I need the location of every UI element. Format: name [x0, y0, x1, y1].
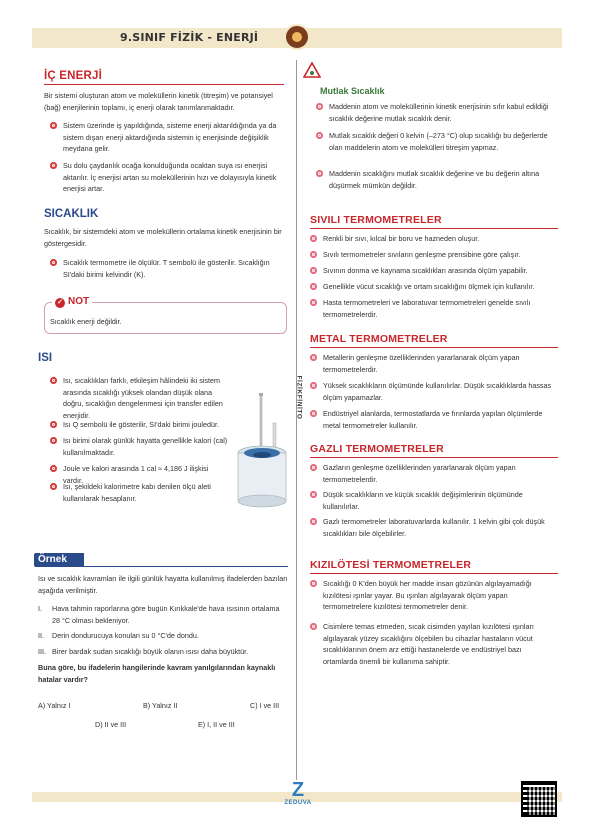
calorimeter-image	[232, 393, 292, 508]
list-item: Endüstriyel alanlarda, termostatlarda ve fırınlarda yapılan ölçümlerde metal termometreler kullanılır.	[310, 408, 556, 431]
section-title-isi: ISI	[38, 352, 53, 364]
example-rule	[84, 566, 288, 567]
section-title-metal: METAL TERMOMETRELER	[310, 333, 448, 345]
list-item: Hasta termometreleri ve laboratuvar termometreleri genelde sıvılı termometrelerdir.	[310, 297, 556, 320]
zeduva-logo-icon: Z	[291, 779, 305, 801]
section-title-kizilotesi: KIZILÖTESİ TERMOMETRELER	[310, 559, 472, 571]
example-item-num: I.	[38, 604, 42, 613]
section-title-ic-enerji: İÇ ENERJİ	[44, 70, 103, 82]
section-underline	[310, 457, 558, 458]
page-header-title: 9.SINIF FİZİK - ENERJİ	[120, 31, 259, 44]
publisher-logo: Z ZEDUVA	[284, 779, 312, 806]
section-title-gazli: GAZLI TERMOMETRELER	[310, 443, 444, 455]
list-item: Gazlı termometreler laboratuvarlarda kullanılır. 1 kelvin gibi çok düşük sıcaklıkları bile ölçebilirler.	[310, 516, 556, 539]
example-intro: Isı ve sıcaklık kavramları ile ilgili günlük hayatta kullanılmış ifadelerden bazıları aşağıda verilmiştir.	[38, 574, 288, 595]
mutlak-title: Mutlak Sıcaklık	[320, 86, 385, 96]
list-item: Sıcaklık termometre ile ölçülür. T sembolü ile gösterilir. Sıcaklığın SI'daki birimi kelvindir (K).	[50, 257, 288, 280]
chapter-badge-icon	[284, 24, 310, 50]
section-underline	[310, 228, 558, 229]
list-item: Sıcaklığı 0 K'den büyük her madde insan gözünün algılayamadığı kızılötesi ışınlar yayar. Bu ışınları algılayarak ölçüm yapan termometrelere kızılötesi termometreler denir.	[310, 578, 556, 613]
section-title-sivili: SIVILI TERMOMETRELER	[310, 214, 442, 226]
list-item: Su dolu çaydanlık ocağa konulduğunda ocaktan suya ısı enerjisi aktarılır. İç enerjisi artan su moleküllerinin hızı ve dolayısıyla kinetik enerjisi artar.	[50, 160, 288, 195]
list-item: Isı, şekildeki kalorimetre kabı denilen ölçü aleti kullanılarak hesaplanır.	[50, 481, 228, 504]
list-item: Maddenin sıcaklığını mutlak sıcaklık değerine ve bu değerin altına düşürmek mümkün değildir.	[316, 168, 552, 191]
list-item: Yüksek sıcaklıkların ölçümünde kullanılırlar. Düşük sıcaklıklarda hassas ölçüm yapamazlar.	[310, 380, 556, 403]
example-item: Hava tahmin raporlarına göre bugün Kırıkkale'de hava ısısının ortalama 28 °C olması bekleniyor.	[52, 604, 280, 625]
section-underline	[310, 347, 558, 348]
list-item: Genellikle vücut sıcaklığı ve ortam sıcaklığını ölçmek için kullanılır.	[310, 281, 556, 293]
section-title-sicaklik: SICAKLIK	[44, 208, 99, 220]
list-item: Joule ve kalori arasında 1 cal ≈ 4,186 J ilişkisi vardır.	[50, 463, 228, 486]
list-item: Gazların genleşme özelliklerinden yararlanarak ölçüm yapan termometrelerdir.	[310, 462, 556, 485]
section-underline	[44, 84, 284, 85]
list-item: Mutlak sıcaklık değeri 0 kelvin (–273 °C) olup sıcaklığı bu değerlerde olan maddelerin atom ve molekülleri titreşim yapmaz.	[316, 130, 552, 153]
list-item: Renkli bir sıvı, kılcal bir boru ve hazneden oluşur.	[310, 233, 556, 245]
example-item-num: III.	[38, 647, 46, 656]
list-item: Metallerin genleşme özelliklerinden yararlanarak ölçüm yapan termometrelerdir.	[310, 352, 556, 375]
example-item-num: II.	[38, 631, 44, 640]
list-item: Sıvının donma ve kaynama sıcaklıkları arasında ölçüm yapabilir.	[310, 265, 556, 277]
note-label: ✓ NOT	[52, 296, 92, 308]
check-icon: ✓	[55, 298, 65, 308]
example-question: Buna göre, bu ifadelerin hangilerinde kavram yanılgılarından kaynaklı hatalar vardır?	[38, 663, 276, 684]
warning-icon	[303, 62, 321, 78]
example-item: Derin dondurucuya konulan su 0 °C'de dondu.	[52, 631, 199, 640]
list-item: Sistem üzerinde iş yapıldığında, sisteme enerji aktarıldığında ya da sistem dışarı enerji aktardığında sistemin iç enerjisinde değişiklik meydana gelir.	[50, 120, 288, 155]
list-item: Isı, sıcaklıkları farklı, etkileşim hâlindeki iki sistem arasında sıcaklığı yüksek olandan düşük olana doğru, sıcaklığın dengelenmesi için transfer edilen enerjidir.	[50, 375, 228, 421]
answer-option-d[interactable]: D) II ve III	[95, 720, 127, 729]
list-item: Sıvılı termometreler sıvıların genleşme prensibine göre çalışır.	[310, 249, 556, 261]
list-item: Isı birimi olarak günlük hayatta genellikle kalori (cal) kullanılmaktadır.	[50, 435, 228, 458]
example-item: Birer bardak sudan sıcaklığı büyük olanın ısısı daha büyüktür.	[52, 647, 249, 656]
list-item: Cisimlere temas etmeden, sıcak cisimden yayılan kızılötesi ışınları algılayarak yüzey sıcaklığını ölçebilen bu cihazlar hastaların vücut sıcaklıklarının önem arz ettiği hastanelerde ve endüstriyel bazı ortamlarda önemli bir kullanıma sahiptir.	[310, 621, 556, 667]
example-label: Örnek	[34, 553, 84, 567]
answer-option-a[interactable]: A) Yalnız I	[38, 701, 71, 710]
section-underline	[310, 573, 558, 574]
answer-option-b[interactable]: B) Yalnız II	[143, 701, 178, 710]
qr-code-icon[interactable]	[521, 781, 557, 817]
side-label: FİZİKFİNİTO	[295, 375, 303, 420]
paragraph: Bir sistemi oluşturan atom ve moleküllerin kinetik (titreşim) ve potansiyel (bağ) enerjilerinin toplamı, iç enerji olarak tanımlanmaktadır.	[44, 91, 273, 112]
note-text: Sıcaklık enerji değildir.	[50, 317, 122, 326]
list-item: Isı Q sembolü ile gösterilir, SI'daki birimi jouledür.	[50, 419, 228, 431]
list-item: Maddenin atom ve moleküllerinin kinetik enerjisinin sıfır kabul edildiği sıcaklık değerine mutlak sıcaklık denir.	[316, 101, 552, 124]
answer-option-c[interactable]: C) I ve III	[250, 701, 280, 710]
answer-option-e[interactable]: E) I, II ve III	[198, 720, 235, 729]
paragraph: Sıcaklık, bir sistemdeki atom ve moleküllerin ortalama kinetik enerjisinin bir göstergesidir.	[44, 227, 282, 248]
list-item: Düşük sıcaklıkların ve küçük sıcaklık değişimlerinin ölçümünde kullanılırlar.	[310, 489, 556, 512]
